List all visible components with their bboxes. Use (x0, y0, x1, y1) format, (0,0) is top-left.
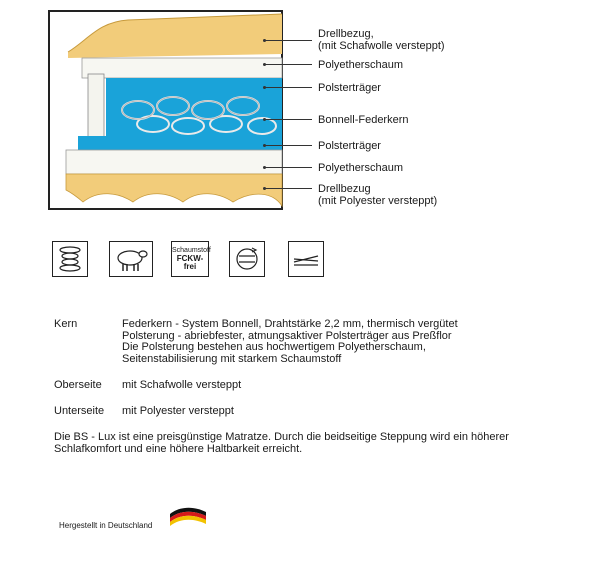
mattress-cross-section (48, 10, 283, 210)
spec-kern-label: Kern (54, 318, 78, 330)
top-pad-layer (106, 78, 282, 94)
leader-top-pad (264, 87, 312, 88)
fckw-frei-icon (171, 241, 209, 277)
spec-unterseite-label: Unterseite (54, 405, 105, 417)
fckw-line-3: frei (183, 262, 197, 271)
bottom-pad-layer (78, 136, 282, 150)
label-top-cover: Drellbezug, (mit Schafwolle versteppt) (318, 28, 445, 52)
leader-top-cover (264, 40, 312, 41)
spring-icon (52, 241, 88, 277)
made-in-germany-text: Hergestellt in Deutschland (59, 521, 153, 530)
label-top-pad: Polsterträger (318, 82, 381, 94)
leader-bottom-cover (264, 188, 312, 189)
leader-bottom-foam (264, 167, 312, 168)
label-spring-core: Bonnell-Federkern (318, 114, 409, 126)
label-bottom-pad: Polsterträger (318, 140, 381, 152)
german-flag-icon (168, 506, 208, 530)
leader-top-foam (264, 64, 312, 65)
rotate-icon (229, 241, 265, 277)
sheep-icon (109, 241, 153, 277)
leader-bottom-pad (264, 145, 312, 146)
spec-oberseite-value: mit Schafwolle versteppt (122, 379, 242, 391)
label-top-foam: Polyetherschaum (318, 59, 403, 71)
fckw-line-2: FCKW- (176, 254, 204, 263)
product-description: Die BS - Lux ist eine preisgünstige Matratze. Durch die beidseitige Steppung wird ein höherer Schlafkomfort und eine höhere Haltbarkeit erreicht. (54, 431, 509, 455)
layers-icon (288, 241, 324, 277)
top-foam-layer (82, 58, 282, 78)
spec-unterseite-value: mit Polyester versteppt (122, 405, 234, 417)
bottom-foam-layer (66, 150, 282, 174)
fckw-line-1: Schaumstoff (172, 247, 211, 254)
spec-kern-text: Federkern - System Bonnell, Drahtstärke 2,2 mm, thermisch vergütet Polsterung - abriebfester, atmungsaktiver Polsterträger aus Preßflor Die Polsterung bestehen aus hochwertigem Polyetherschaum, Seitenstabilisierung mit starkem Schaumstoff (122, 318, 458, 365)
leader-spring-core (264, 119, 312, 120)
label-bottom-cover: Drellbezug (mit Polyester versteppt) (318, 183, 438, 207)
label-bottom-foam: Polyetherschaum (318, 162, 403, 174)
spec-oberseite-label: Oberseite (54, 379, 102, 391)
